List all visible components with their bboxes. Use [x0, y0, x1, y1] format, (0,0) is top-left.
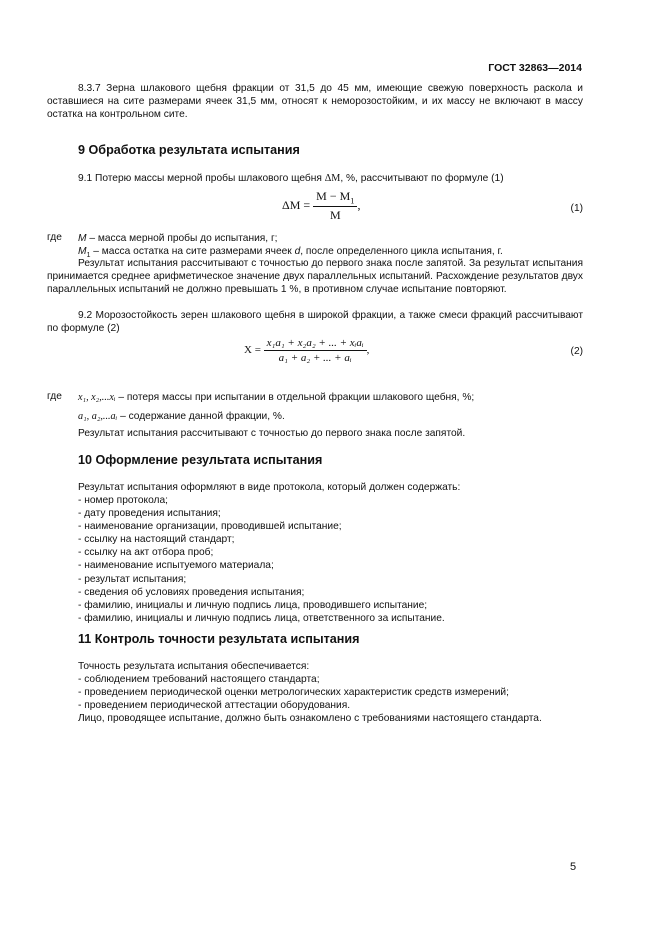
where-m1: $M_1$ – масса остатка на сите размерами ячеек d, после определенного цикла испытания, г. [78, 246, 503, 260]
formula-1-number: (1) [570, 203, 583, 214]
list-item: - наименование организации, проводившей испытание; [78, 521, 342, 533]
list-item: - фамилию, инициалы и личную подпись лица, проводившего испытание; [78, 599, 428, 611]
document-code: ГОСТ 32863—2014 [488, 62, 582, 74]
list-item: - наименование испытуемого материала; [78, 560, 274, 572]
section-11-title: 11 Контроль точности результата испытания [78, 632, 360, 646]
list-item: - проведением периодической аттестации оборудования. [78, 700, 351, 712]
where-label-2: где [47, 391, 62, 402]
formula-2: X = $\frac{\text{x₁a₁ + x₂a₂ + ... + xᵢaᵢ}}{\text{a₁ + a₂ + ... + aᵢ}}$ , [244, 337, 370, 364]
paragraph-9-2: 9.2 Морозостойкость зерен шлакового щебня в широкой фракции, а также смеси фракций рассчитывают по формуле (2) [47, 310, 583, 335]
formula-2-number: (2) [570, 346, 583, 357]
section-11-list [78, 673, 583, 712]
list-item: - фамилию, инициалы и личную подпись лица, ответственного за испытание. [78, 612, 445, 624]
list-item: - сведения об условиях проведения испытания; [78, 586, 305, 598]
list-item: - дату проведения испытания; [78, 508, 221, 520]
list-item: - номер протокола; [78, 495, 168, 506]
paragraph-result: Результат испытания рассчитывают с точностью до первого знака после запятой. За результат испытания принимается среднее арифметическое значение двух параллельных испытаний. Расхождение результатов двух параллельных испытаний не должно превышать 1 %, в противном случае испытание повторяют. [47, 258, 583, 296]
paragraph-9-1: 9.1 Потерю массы мерной пробы шлакового щебня ΔM, %, рассчитывают по формуле (1) [78, 173, 504, 184]
formula-1: ΔM = $\frac{M - M_1}{M}$ , [282, 189, 361, 223]
section-10-list [78, 494, 583, 625]
list-item: - ссылку на акт отбора проб; [78, 547, 214, 559]
section-11-outro: Лицо, проводящее испытание, должно быть ознакомлено с требованиями настоящего стандарта. [78, 713, 542, 724]
section-10-intro: Результат испытания оформляют в виде протокола, который должен содержать: [78, 482, 461, 493]
section-9-title: 9 Обработка результата испытания [78, 143, 300, 157]
section-10-title: 10 Оформление результата испытания [78, 453, 323, 467]
where-x: x₁, x₂,...xᵢ – потеря массы при испытании в отдельной фракции шлакового щебня, %; [78, 392, 475, 403]
where-label: где [47, 232, 62, 243]
section-11-intro: Точность результата испытания обеспечивается: [78, 661, 310, 672]
list-item: - соблюдением требований настоящего стандарта; [78, 674, 320, 685]
list-item: - проведением периодической оценки метрологических характеристик средств измерений; [78, 687, 509, 699]
where-a: a₁, a₂,...aᵢ – содержание данной фракции, %. [78, 411, 285, 422]
delta-m-symbol: ΔM [324, 173, 341, 184]
paragraph-result-2: Результат испытания рассчитывают с точностью до первого знака после запятой. [78, 428, 466, 439]
where-m: M – масса мерной пробы до испытания, г; [78, 233, 278, 244]
page-number: 5 [570, 861, 577, 873]
list-item: - ссылку на настоящий стандарт; [78, 534, 235, 546]
paragraph-8-3-7: 8.3.7 Зерна шлакового щебня фракции от 31,5 до 45 мм, имеющие свежую поверхность раскола и оставшиеся на сите размерами ячеек 31,5 мм, относят к неморозостойким, и их массу не включают в массу остатка на контрольном сите. [47, 83, 583, 121]
list-item: - результат испытания; [78, 573, 187, 585]
